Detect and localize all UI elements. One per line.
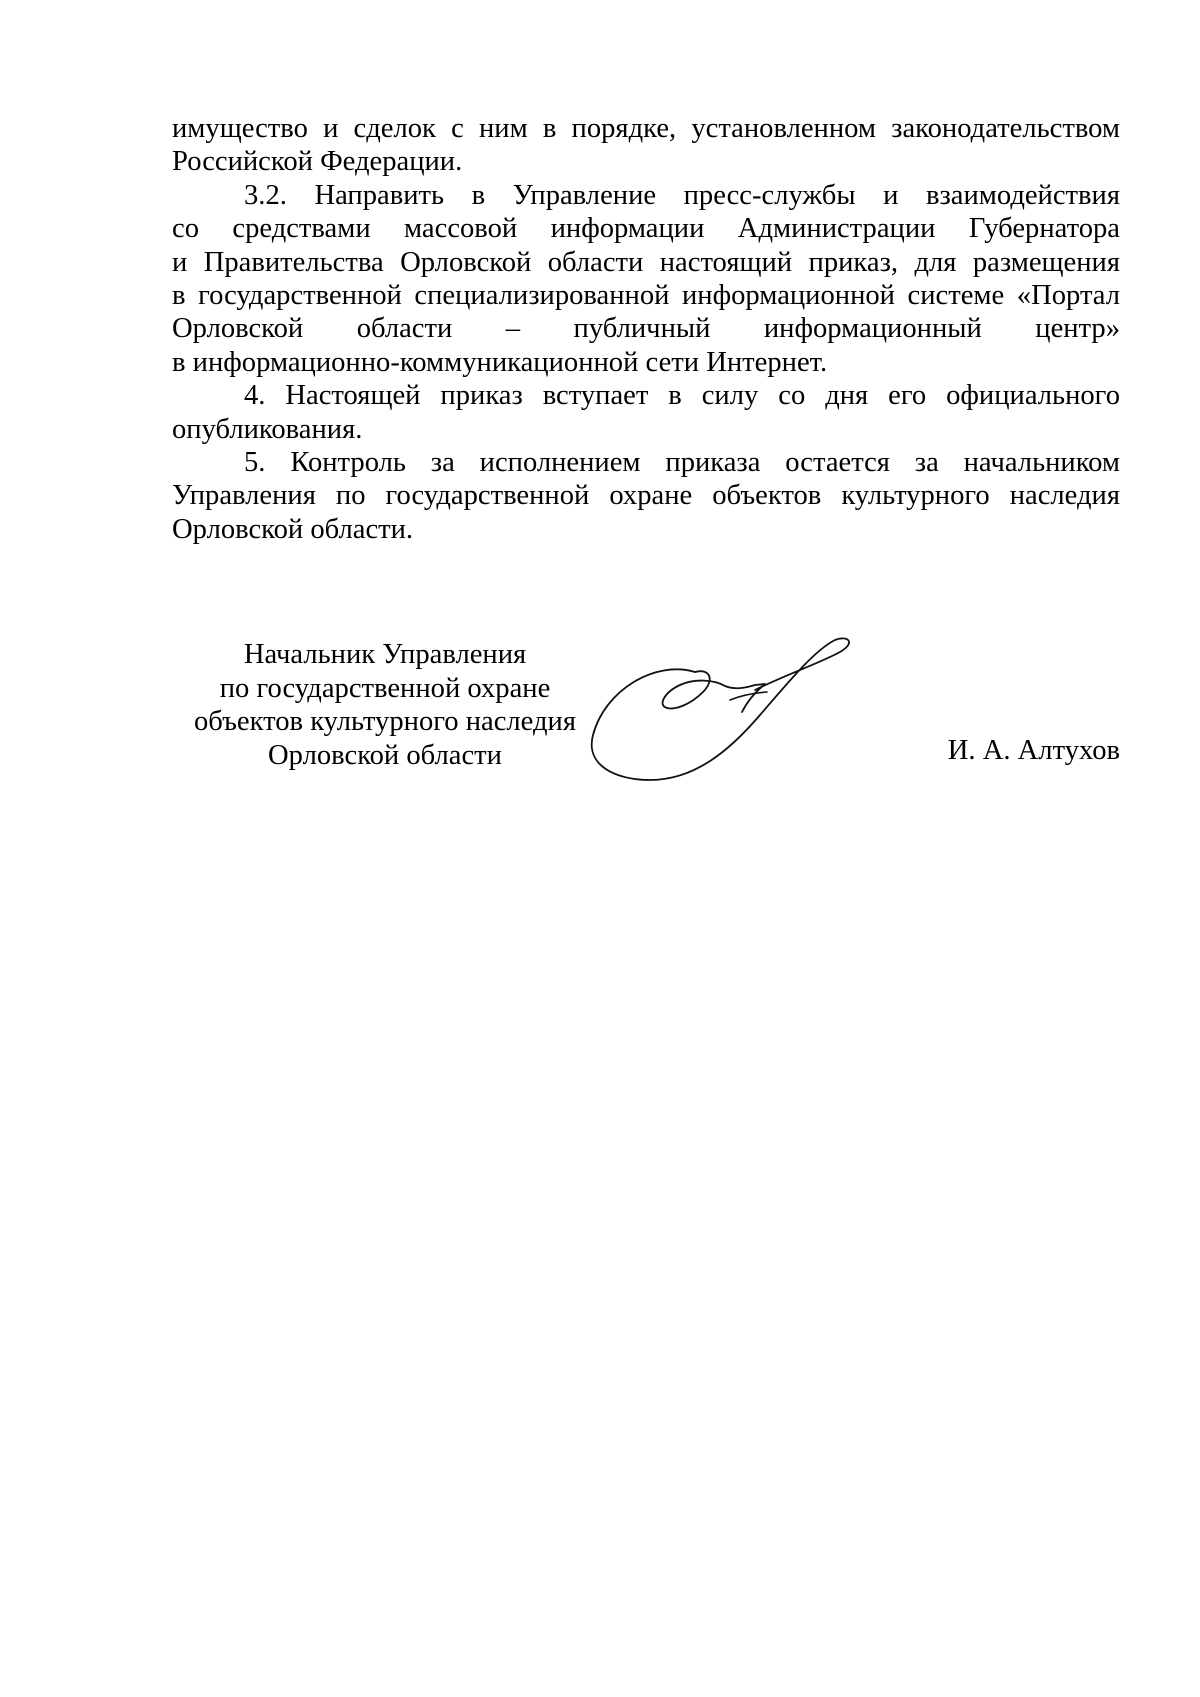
text-line: опубликования. xyxy=(172,413,363,445)
paragraph-5-control xyxy=(172,446,1120,546)
text-line: Управления по государственной охране объектов культурного наследия xyxy=(172,480,1120,512)
paragraph-property-transactions xyxy=(172,112,1120,179)
text-line: в государственной специализированной информационной системе «Портал xyxy=(172,280,1120,312)
signatory-position xyxy=(180,638,590,772)
position-line: Начальник Управления xyxy=(243,639,527,670)
paragraph-3-2-publication xyxy=(172,179,1120,379)
text-line: Орловской области – публичный информационный центр» xyxy=(172,313,1120,345)
text-line: 5. Контроль за исполнением приказа остается за начальником xyxy=(244,447,1120,479)
text-line: имущество и сделок с ним в порядке, установленном законодательством xyxy=(172,113,1120,144)
signer-name: И. А. Алтухов xyxy=(947,735,1120,766)
position-line: Орловской области xyxy=(268,739,502,771)
text-line: 3.2. Направить в Управление пресс-службы и взаимодействия xyxy=(244,179,1120,211)
text-line: 4. Настоящей приказ вступает в силу со дня его официального xyxy=(244,380,1120,412)
document-body xyxy=(172,112,1120,546)
paragraph-4-entry-into-force xyxy=(172,379,1120,446)
position-line: объектов культурного наследия xyxy=(194,706,576,738)
text-line: и Правительства Орловской области настоящий приказ, для размещения xyxy=(172,246,1120,278)
text-line: Орловской области. xyxy=(172,513,414,545)
position-line: по государственной охране xyxy=(219,672,551,704)
handwritten-signature xyxy=(585,630,875,790)
text-line: Российской Федерации. xyxy=(172,146,463,178)
text-line: со средствами массовой информации Администрации Губернатора xyxy=(172,213,1120,245)
text-line: в информационно-коммуникационной сети Интернет. xyxy=(172,346,828,378)
